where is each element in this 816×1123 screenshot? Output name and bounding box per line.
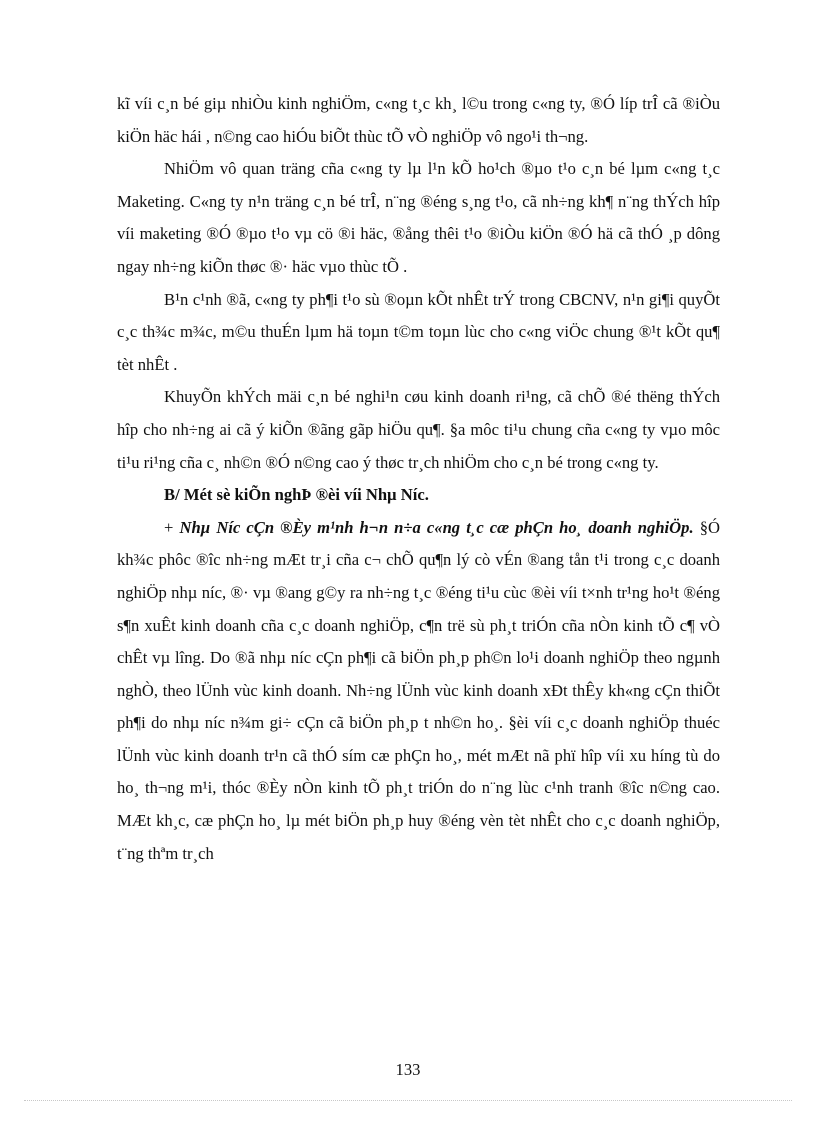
page-divider [24,1100,792,1101]
page-number: 133 [395,1060,421,1079]
section-heading: B/ Mét sè kiÕn nghÞ ®èi víi Nhµ Níc. [164,485,429,505]
paragraph-solidarity: B¹n c¹nh ®ã, c«ng ty ph¶i t¹o sù ®oµn kÕt nhÊt trÝ trong CBCNV, n¹n gi¶i quyÕt c¸c th¾c m¾c, m©u thuÉn lµm hä toµn t©m toµn lùc cho c«ng viÖc chung ®¹t kÕt qu¶ tèt nhÊt . [117,289,720,374]
paragraph-recommendation [117,512,720,871]
paragraph-encouragement: KhuyÕn khÝch mäi c¸n bé nghi¹n cøu kinh doanh ri¹ng, cã chÕ ®é thëng thÝch hîp cho nh÷ng ai cã ý kiÕn ®ãng gãp hiÖu qu¶. §a môc ti¹u chung cña c«ng ty vµo môc ti¹u ri¹ng cña c¸ nh©n ®Ó n©ng cao ý thøc tr¸ch nhiÖm cho c¸n bé trong c«ng ty. [117,387,720,472]
recommendation-body: §Ó kh¾c phôc ®îc nh÷ng mÆt tr¸i cña c¬ chÕ qu¶n lý cò vÉn ®ang tån t¹i trong c¸c doanh nghiÖp nhµ níc, ®· vµ ®ang g©y ra nh÷ng t¸c ®éng ti¹u cùc ®èi víi t×nh tr¹ng ho¹t ®éng s¶n xuÊt kinh doanh cña c¸c doanh nghiÖp, c¶n trë sù ph¸t triÓn cña nÒn kinh tÕ c¶ vÒ chÊt vµ lîng. Do ®ã nhµ níc cÇn ph¶i cã biÖn ph¸p ph©n lo¹i doanh nghiÖp theo ngµnh nghÒ, theo lÜnh vùc kinh doanh. Nh÷ng lÜnh vùc kinh doanh xÐt thÊy kh«ng cÇn thiÕt ph¶i do nhµ níc n¾m gi÷ cÇn cã biÖn ph¸p t nh©n ho¸. §èi víi c¸c doanh nghiÖp thuéc lÜnh vùc kinh doanh tr¹n cã thÓ sím cæ phÇn ho¸, mét mÆt nã phï hîp víi xu híng tù do ho¸ th¬ng m¹i, thóc ®Èy nÒn kinh tÕ ph¸t triÓn do n¨ng lùc c¹nh tranh ®îc n©ng cao. MÆt kh¸c, cæ phÇn ho¸ lµ mét biÖn ph¸p huy ®éng vèn tèt nhÊt cho c¸c doanh nghiÖp, t¨ng thªm tr¸ch [117,517,720,863]
paragraph-staff-training: NhiÖm vô quan träng cña c«ng ty lµ l¹n kÕ ho¹ch ®µo t¹o c¸n bé lµm c«ng t¸c Maketing. C«ng ty n¹n träng c¸n bé trÎ, n¨ng ®éng s¸ng t¹o, cã nh÷ng kh¶ n¨ng thÝch hîp víi maketing ®Ó ®µo t¹o vµ cö ®i häc, ®ång thêi t¹o ®iÒu kiÖn ®Ó hä cã thÓ ¸p dông ngay nh÷ng kiÕn thøc ®· häc vµo thùc tÕ . [117,159,720,276]
body-text [117,88,720,870]
paragraph-continuation: kĩ víi c¸n bé giµ nhiÒu kinh nghiÖm, c«ng t¸c kh¸ l©u trong c«ng ty, ®Ó líp trÎ cã ®iÒu kiÖn häc hái , n©ng cao hiÓu biÕt thùc tÕ vÒ nghiÖp vô ngo¹i th¬ng. [117,94,720,146]
recommendation-emphasis: Nhµ Níc cÇn ®Èy m¹nh h¬n n÷a c«ng t¸c cæ phÇn ho¸ doanh nghiÖp. [179,517,694,537]
bullet-lead: + [164,517,180,537]
